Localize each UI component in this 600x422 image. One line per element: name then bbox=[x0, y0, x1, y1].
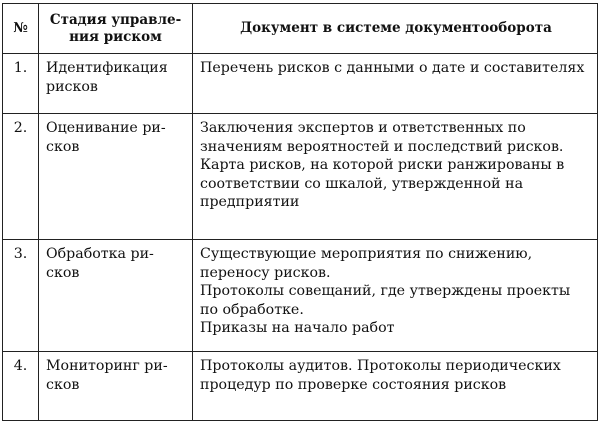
document-entry: Протоколы аудитов. Протоколы периодических процедур по проверке состояния рисков bbox=[200, 358, 561, 393]
table-row bbox=[3, 54, 598, 114]
stage-cell: Идентификация рисков bbox=[39, 54, 193, 114]
row-number: 3. bbox=[3, 240, 39, 352]
risk-management-table bbox=[2, 3, 598, 421]
row-number: 1. bbox=[3, 54, 39, 114]
table-row bbox=[3, 240, 598, 352]
header-stage: Стадия управле- ния риском bbox=[39, 4, 193, 54]
stage-cell: Обработка ри- сков bbox=[39, 240, 193, 352]
document-entry: Перечень рисков с данными о дате и составителях bbox=[200, 60, 585, 76]
table-header-row bbox=[3, 4, 598, 54]
row-number: 2. bbox=[3, 114, 39, 240]
table-row bbox=[3, 114, 598, 240]
document-cell bbox=[193, 54, 598, 114]
table-row bbox=[3, 352, 598, 421]
header-document: Документ в системе документооборота bbox=[193, 4, 598, 54]
row-number: 4. bbox=[3, 352, 39, 421]
document-entry: Существующие мероприятия по снижению, переносу рисков. bbox=[200, 246, 533, 281]
document-cell bbox=[193, 240, 598, 352]
document-cell bbox=[193, 114, 598, 240]
stage-cell: Оценивание ри- сков bbox=[39, 114, 193, 240]
document-entry: Приказы на начало работ bbox=[200, 320, 395, 337]
document-entry: Протоколы совещаний, где утверждены проекты по обработке. bbox=[200, 283, 571, 318]
stage-cell: Мониторинг ри- сков bbox=[39, 352, 193, 421]
document-cell bbox=[193, 352, 598, 421]
document-entry: Карта рисков, на которой риски ранжированы в соответствии со шкалой, утвержденной на предприятии bbox=[200, 157, 565, 211]
header-number: № bbox=[3, 4, 39, 54]
document-entry: Заключения экспертов и ответственных по значениям вероятностей и последствий рисков. bbox=[200, 120, 564, 155]
